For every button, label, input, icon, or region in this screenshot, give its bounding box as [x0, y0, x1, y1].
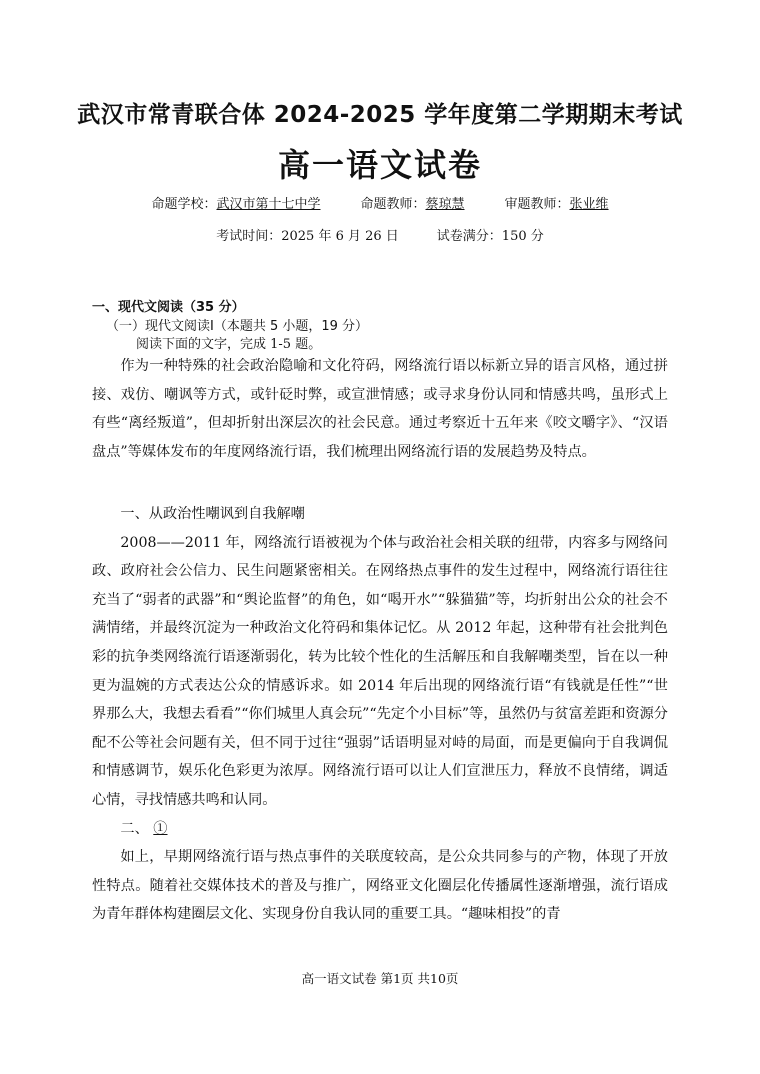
- teacher-value: 蔡琼慧: [425, 197, 465, 212]
- passage-block-2: [92, 500, 668, 929]
- exam-authors: [0, 193, 760, 212]
- teacher-info: [360, 193, 464, 212]
- section-subheading: （一）现代文阅读Ⅰ（本题共 5 小题，19 分）: [106, 319, 369, 334]
- reading-instruction: 阅读下面的文字，完成 1-5 题。: [136, 337, 322, 352]
- passage-paragraph-3: 如上，早期网络流行语与热点事件的关联度较高，是公众共同参与的产物，体现了开放性特点。随着社交媒体技术的普及与推广，网络亚文化圈层化传播属性逐渐增强，流行语成为青年群体构建圈层文化、实现身份自我认同的重要工具。“趣味相投”的青: [92, 849, 668, 923]
- school-value: 武汉市第十七中学: [216, 197, 321, 212]
- exam-score: 试卷满分：150 分: [436, 229, 544, 244]
- teacher-label: 命题教师：: [360, 197, 426, 212]
- heading-2-prefix: 二、: [120, 820, 149, 837]
- school-label: 命题学校：: [151, 197, 217, 212]
- reviewer-info: [505, 193, 609, 212]
- exam-time: 考试时间：2025 年 6 月 26 日: [216, 229, 399, 244]
- exam-title: 武汉市常青联合体 2024-2025 学年度第二学期期末考试: [77, 102, 683, 128]
- passage-paragraph-1: 作为一种特殊的社会政治隐喻和文化符码，网络流行语以标新立异的语言风格，通过拼接、戏仿、嘲讽等方式，或针砭时弊，或宣泄情感；或寻求身份认同和情感共鸣，虽形式上有些“离经叛道”，但却折射出深层次的社会民意。通过考察近十五年来《咬文嚼字》、“汉语盘点”等媒体发布的年度网络流行语，我们梳理出网络流行语的发展趋势及特点。: [92, 358, 668, 460]
- section-heading: 一、现代文阅读（35 分）: [92, 300, 245, 315]
- passage-heading-1: 一、从政治性嘲讽到自我解嘲: [120, 506, 305, 522]
- passage-heading-2: [92, 815, 668, 844]
- fill-blank-marker: ①: [153, 820, 168, 837]
- reviewer-value: 张业维: [569, 197, 609, 212]
- passage-block-1: [92, 352, 668, 466]
- page-footer: 高一语文试卷 第1页 共10页: [301, 971, 459, 986]
- exam-subtitle: 高一语文试卷: [277, 146, 482, 184]
- reviewer-label: 审题教师：: [504, 197, 570, 212]
- passage-paragraph-2: 2008——2011 年，网络流行语被视为个体与政治社会相关联的纽带，内容多与网络问政、政府社会公信力、民生问题紧密相关。在网络热点事件的发生过程中，网络流行语往往充当了“弱者的武器”和“舆论监督”的角色，如“喝开水”“躲猫猫”等，均折射出公众的社会不满情绪，并最终沉淀为一种政治文化符码和集体记忆。从 2012 年起，这种带有社会批判色彩的抗争类网络流行语逐渐弱化，转为比较个性化的生活解压和自我解嘲类型，旨在以一种更为温婉的方式表达公众的情感诉求。如 2014 年后出现的网络流行语“有钱就是任性”“世界那么大，我想去看看”“你们城里人真会玩”“先定个小目标”等，虽然仍与贫富差距和资源分配不公等社会问题有关，但不同于过往“强弱”话语明显对峙的局面，而是更偏向于自我调侃和情感调节，娱乐化色彩更为浓厚。网络流行语可以让人们宣泄压力，释放不良情绪，调适心情，寻找情感共鸣和认同。: [92, 534, 668, 808]
- exam-time-score: [0, 225, 760, 244]
- school-info: [151, 193, 320, 212]
